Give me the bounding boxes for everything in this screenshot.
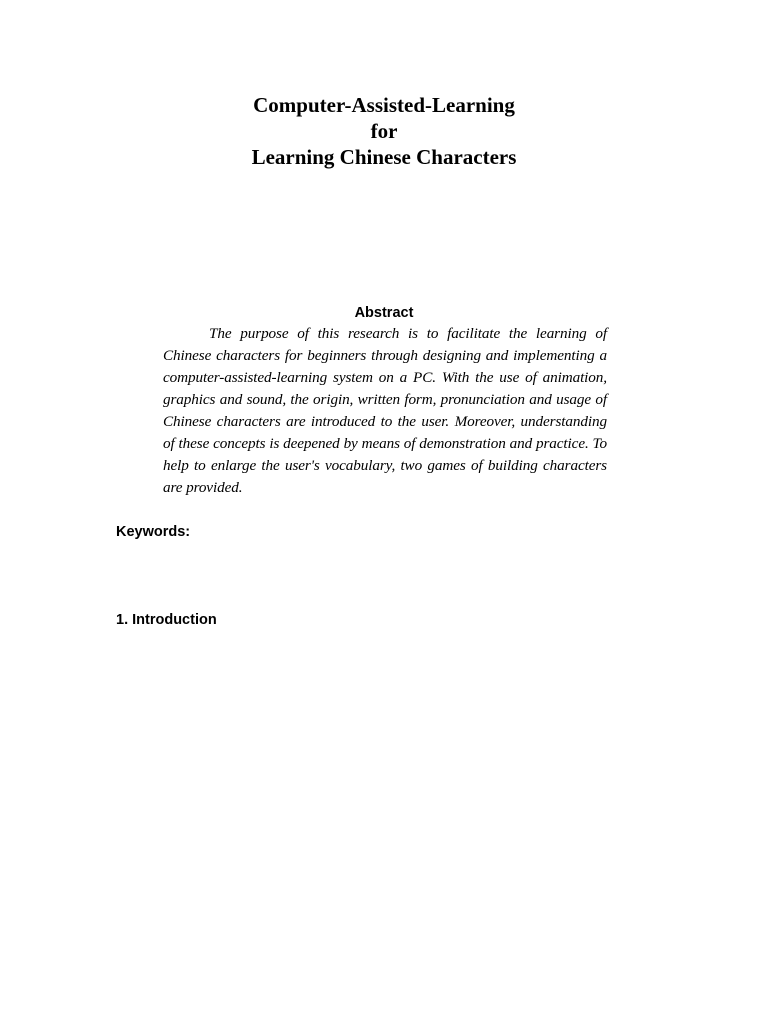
paper-title [0,92,768,170]
title-line-2: for [370,119,398,143]
title-line-1: Computer-Assisted-Learning [253,93,515,117]
abstract-heading: Abstract [354,305,414,321]
abstract-text: The purpose of this research is to facilitate the learning of Chinese characters for beginners through designing and implementing a computer-assisted-learning system on a PC. With the use of animation, graphics and sound, the origin, written form, pronunciation and usage of Chinese characters are introduced to the user. Moreover, understanding of these concepts is deepened by means of demonstration and practice. To help to enlarge the user's vocabulary, two games of building characters are provided. [163,325,607,496]
title-line-3: Learning Chinese Characters [251,145,517,169]
introduction-heading: 1. Introduction [116,612,217,628]
keywords-heading: Keywords: [116,524,191,540]
